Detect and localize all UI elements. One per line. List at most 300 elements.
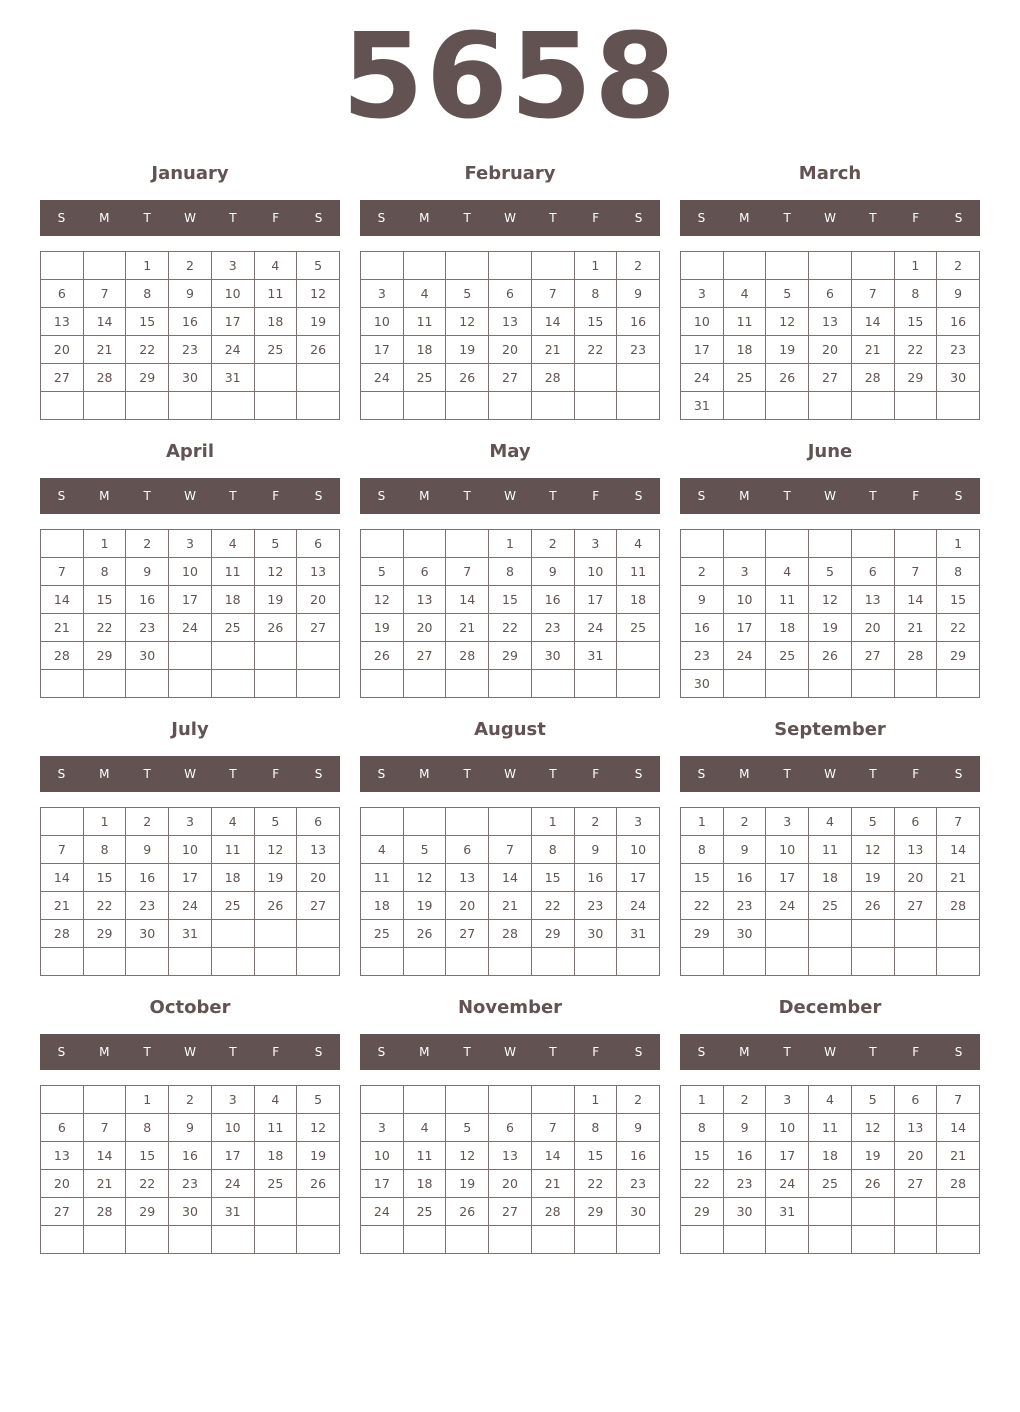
day-cell: 22 <box>83 892 126 920</box>
week-row <box>41 364 340 392</box>
day-cell: 19 <box>766 336 809 364</box>
day-cell: 4 <box>254 1086 297 1114</box>
weekday-label: S <box>314 767 323 781</box>
weekday-label: W <box>184 489 196 503</box>
weekday-label: F <box>912 1045 920 1059</box>
week-row <box>41 642 340 670</box>
weekday-label: M <box>99 1045 110 1059</box>
weekday-label: S <box>377 767 386 781</box>
day-cell: 6 <box>894 808 937 836</box>
empty-day-cell <box>169 392 212 420</box>
week-row <box>41 336 340 364</box>
day-grid <box>680 1085 980 1254</box>
empty-day-cell <box>531 670 574 698</box>
weekday-header <box>40 756 340 792</box>
day-cell: 30 <box>169 1198 212 1226</box>
day-cell: 8 <box>126 280 169 308</box>
week-row <box>41 1170 340 1198</box>
empty-day-cell <box>126 670 169 698</box>
day-cell: 8 <box>894 280 937 308</box>
day-cell: 2 <box>617 1086 660 1114</box>
day-cell: 3 <box>766 808 809 836</box>
day-cell: 17 <box>766 1142 809 1170</box>
day-cell: 29 <box>489 642 532 670</box>
month-name: September <box>774 719 886 740</box>
day-cell: 17 <box>681 336 724 364</box>
day-cell: 26 <box>403 920 446 948</box>
day-cell: 29 <box>937 642 980 670</box>
day-cell: 14 <box>489 864 532 892</box>
empty-day-cell <box>83 948 126 976</box>
day-cell: 25 <box>254 1170 297 1198</box>
day-cell: 28 <box>937 1170 980 1198</box>
weekday-label: T <box>869 211 877 225</box>
empty-day-cell <box>403 392 446 420</box>
day-cell: 19 <box>851 1142 894 1170</box>
day-cell: 4 <box>211 808 254 836</box>
weekday-header <box>360 756 660 792</box>
weekday-label: W <box>504 489 516 503</box>
day-cell: 25 <box>617 614 660 642</box>
empty-day-cell <box>446 392 489 420</box>
day-cell: 8 <box>681 1114 724 1142</box>
day-cell: 23 <box>169 1170 212 1198</box>
day-cell: 31 <box>681 392 724 420</box>
day-cell: 19 <box>297 308 340 336</box>
day-cell: 24 <box>169 614 212 642</box>
weekday-label: T <box>549 211 557 225</box>
day-cell: 26 <box>361 642 404 670</box>
weekday-label: F <box>592 489 600 503</box>
day-cell: 12 <box>851 836 894 864</box>
day-cell: 22 <box>574 336 617 364</box>
day-cell: 15 <box>937 586 980 614</box>
day-cell: 14 <box>41 586 84 614</box>
week-row <box>41 558 340 586</box>
day-cell: 25 <box>361 920 404 948</box>
day-cell: 26 <box>446 364 489 392</box>
day-cell: 1 <box>531 808 574 836</box>
empty-day-cell <box>809 252 852 280</box>
day-cell: 15 <box>681 1142 724 1170</box>
day-cell: 10 <box>766 1114 809 1142</box>
week-row <box>41 392 340 420</box>
day-cell: 12 <box>851 1114 894 1142</box>
empty-day-cell <box>681 948 724 976</box>
weekday-label: S <box>377 211 386 225</box>
day-cell: 18 <box>361 892 404 920</box>
day-cell: 21 <box>489 892 532 920</box>
empty-day-cell <box>361 530 404 558</box>
empty-day-cell <box>446 1086 489 1114</box>
day-cell: 29 <box>126 364 169 392</box>
day-cell: 22 <box>937 614 980 642</box>
weekday-label: T <box>229 211 237 225</box>
week-row <box>361 948 660 976</box>
empty-day-cell <box>574 392 617 420</box>
day-cell: 31 <box>169 920 212 948</box>
day-cell: 19 <box>851 864 894 892</box>
day-cell: 2 <box>937 252 980 280</box>
week-row <box>361 1114 660 1142</box>
day-cell: 15 <box>126 308 169 336</box>
weekday-header <box>680 200 980 236</box>
weekday-label: F <box>272 1045 280 1059</box>
day-cell: 20 <box>41 336 84 364</box>
weekday-header <box>360 478 660 514</box>
empty-day-cell <box>361 808 404 836</box>
week-row <box>681 1226 980 1254</box>
day-cell: 24 <box>766 892 809 920</box>
empty-day-cell <box>681 530 724 558</box>
empty-day-cell <box>809 1198 852 1226</box>
day-cell: 13 <box>41 308 84 336</box>
empty-day-cell <box>169 948 212 976</box>
day-cell: 12 <box>254 558 297 586</box>
day-cell: 20 <box>809 336 852 364</box>
day-cell: 24 <box>723 642 766 670</box>
day-cell: 11 <box>809 1114 852 1142</box>
weekday-label: F <box>912 489 920 503</box>
empty-day-cell <box>894 1198 937 1226</box>
empty-day-cell <box>254 642 297 670</box>
day-cell: 15 <box>126 1142 169 1170</box>
empty-day-cell <box>361 1226 404 1254</box>
week-row <box>681 558 980 586</box>
day-cell: 26 <box>297 1170 340 1198</box>
week-row <box>681 1170 980 1198</box>
week-row <box>41 864 340 892</box>
weekday-label: S <box>954 767 963 781</box>
day-cell: 7 <box>83 1114 126 1142</box>
day-cell: 13 <box>297 558 340 586</box>
empty-day-cell <box>211 392 254 420</box>
day-cell: 2 <box>617 252 660 280</box>
day-cell: 9 <box>937 280 980 308</box>
day-cell: 27 <box>894 892 937 920</box>
empty-day-cell <box>446 670 489 698</box>
empty-day-cell <box>574 948 617 976</box>
weekday-label: T <box>783 489 791 503</box>
weekday-label: M <box>419 211 430 225</box>
day-cell: 18 <box>211 586 254 614</box>
day-cell: 16 <box>574 864 617 892</box>
day-cell: 28 <box>83 364 126 392</box>
empty-day-cell <box>617 364 660 392</box>
day-cell: 22 <box>126 1170 169 1198</box>
day-cell: 26 <box>851 892 894 920</box>
empty-day-cell <box>489 948 532 976</box>
day-cell: 7 <box>489 836 532 864</box>
day-cell: 10 <box>361 308 404 336</box>
empty-day-cell <box>297 920 340 948</box>
month-january <box>40 159 340 423</box>
day-cell: 7 <box>446 558 489 586</box>
day-cell: 16 <box>169 1142 212 1170</box>
empty-day-cell <box>41 808 84 836</box>
weekday-header <box>680 478 980 514</box>
day-cell: 25 <box>809 892 852 920</box>
day-cell: 15 <box>531 864 574 892</box>
day-cell: 26 <box>254 892 297 920</box>
weekday-label: T <box>229 489 237 503</box>
weekday-label: T <box>143 211 151 225</box>
empty-day-cell <box>41 1226 84 1254</box>
day-cell: 23 <box>126 614 169 642</box>
day-cell: 28 <box>489 920 532 948</box>
day-cell: 12 <box>766 308 809 336</box>
day-cell: 5 <box>297 1086 340 1114</box>
weekday-label: W <box>184 211 196 225</box>
day-cell: 28 <box>41 920 84 948</box>
week-row <box>681 1142 980 1170</box>
day-cell: 16 <box>723 864 766 892</box>
day-cell: 6 <box>403 558 446 586</box>
empty-day-cell <box>254 392 297 420</box>
month-name: April <box>165 441 215 462</box>
day-cell: 19 <box>254 864 297 892</box>
empty-day-cell <box>937 392 980 420</box>
day-cell: 30 <box>723 920 766 948</box>
day-cell: 6 <box>809 280 852 308</box>
day-cell: 29 <box>83 642 126 670</box>
day-cell: 29 <box>681 920 724 948</box>
day-cell: 11 <box>617 558 660 586</box>
day-cell: 30 <box>617 1198 660 1226</box>
day-cell: 31 <box>617 920 660 948</box>
day-cell: 1 <box>126 1086 169 1114</box>
day-cell: 21 <box>894 614 937 642</box>
week-row <box>681 920 980 948</box>
empty-day-cell <box>851 920 894 948</box>
day-cell: 1 <box>894 252 937 280</box>
empty-day-cell <box>894 1226 937 1254</box>
day-cell: 12 <box>403 864 446 892</box>
week-row <box>361 836 660 864</box>
day-cell: 27 <box>41 1198 84 1226</box>
day-cell: 28 <box>894 642 937 670</box>
day-cell: 19 <box>403 892 446 920</box>
day-cell: 7 <box>41 558 84 586</box>
day-cell: 18 <box>766 614 809 642</box>
empty-day-cell <box>766 1226 809 1254</box>
day-cell: 15 <box>83 586 126 614</box>
day-cell: 20 <box>894 1142 937 1170</box>
empty-day-cell <box>489 392 532 420</box>
empty-day-cell <box>489 1086 532 1114</box>
day-cell: 6 <box>851 558 894 586</box>
week-row <box>41 892 340 920</box>
day-cell: 18 <box>809 864 852 892</box>
day-cell: 8 <box>681 836 724 864</box>
day-cell: 3 <box>361 1114 404 1142</box>
day-cell: 7 <box>531 1114 574 1142</box>
day-cell: 27 <box>489 1198 532 1226</box>
empty-day-cell <box>254 1198 297 1226</box>
weekday-label: T <box>549 489 557 503</box>
week-row <box>41 670 340 698</box>
day-cell: 5 <box>297 252 340 280</box>
day-cell: 12 <box>361 586 404 614</box>
week-row <box>681 892 980 920</box>
week-row <box>361 1198 660 1226</box>
day-cell: 11 <box>211 836 254 864</box>
day-cell: 24 <box>681 364 724 392</box>
day-cell: 30 <box>574 920 617 948</box>
day-cell: 10 <box>617 836 660 864</box>
day-cell: 31 <box>574 642 617 670</box>
day-cell: 16 <box>531 586 574 614</box>
month-february <box>360 159 660 423</box>
weekday-label: F <box>272 211 280 225</box>
day-cell: 17 <box>574 586 617 614</box>
day-cell: 29 <box>531 920 574 948</box>
month-november <box>360 993 660 1257</box>
day-cell: 12 <box>446 1142 489 1170</box>
empty-day-cell <box>403 252 446 280</box>
day-cell: 7 <box>41 836 84 864</box>
day-cell: 4 <box>766 558 809 586</box>
weekday-label: W <box>504 767 516 781</box>
weekday-label: T <box>869 767 877 781</box>
day-cell: 25 <box>211 892 254 920</box>
day-cell: 17 <box>211 1142 254 1170</box>
day-cell: 4 <box>211 530 254 558</box>
day-cell: 30 <box>681 670 724 698</box>
empty-day-cell <box>254 364 297 392</box>
weekday-label: W <box>504 1045 516 1059</box>
day-cell: 4 <box>617 530 660 558</box>
day-cell: 27 <box>41 364 84 392</box>
day-cell: 20 <box>446 892 489 920</box>
weekday-label: S <box>377 489 386 503</box>
week-row <box>681 670 980 698</box>
empty-day-cell <box>894 948 937 976</box>
day-cell: 14 <box>851 308 894 336</box>
week-row <box>41 586 340 614</box>
day-cell: 24 <box>211 336 254 364</box>
day-cell: 1 <box>937 530 980 558</box>
week-row <box>41 1086 340 1114</box>
weekday-label: T <box>463 1045 471 1059</box>
day-cell: 27 <box>894 1170 937 1198</box>
weekday-header <box>360 200 660 236</box>
weekday-label: S <box>954 1045 963 1059</box>
empty-day-cell <box>723 1226 766 1254</box>
weekday-label: M <box>99 211 110 225</box>
week-row <box>41 530 340 558</box>
empty-day-cell <box>361 670 404 698</box>
day-cell: 17 <box>361 1170 404 1198</box>
day-cell: 25 <box>766 642 809 670</box>
day-cell: 13 <box>894 836 937 864</box>
day-cell: 3 <box>574 530 617 558</box>
empty-day-cell <box>254 948 297 976</box>
day-cell: 6 <box>41 1114 84 1142</box>
empty-day-cell <box>851 392 894 420</box>
empty-day-cell <box>169 1226 212 1254</box>
day-cell: 9 <box>681 586 724 614</box>
empty-day-cell <box>809 530 852 558</box>
day-cell: 20 <box>489 1170 532 1198</box>
week-row <box>361 280 660 308</box>
weekday-label: T <box>869 1045 877 1059</box>
week-row <box>41 280 340 308</box>
empty-day-cell <box>254 670 297 698</box>
day-cell: 17 <box>617 864 660 892</box>
week-row <box>41 1142 340 1170</box>
week-row <box>681 808 980 836</box>
day-cell: 22 <box>531 892 574 920</box>
empty-day-cell <box>169 642 212 670</box>
empty-day-cell <box>211 670 254 698</box>
day-cell: 14 <box>937 1114 980 1142</box>
day-cell: 25 <box>211 614 254 642</box>
day-cell: 4 <box>254 252 297 280</box>
weekday-label: S <box>697 489 706 503</box>
day-cell: 5 <box>446 280 489 308</box>
empty-day-cell <box>41 252 84 280</box>
weekday-label: F <box>912 211 920 225</box>
weekday-label: S <box>57 489 66 503</box>
day-cell: 16 <box>723 1142 766 1170</box>
day-cell: 11 <box>254 280 297 308</box>
empty-day-cell <box>809 670 852 698</box>
weekday-label: M <box>739 767 750 781</box>
empty-day-cell <box>937 920 980 948</box>
day-cell: 3 <box>723 558 766 586</box>
weekday-label: T <box>783 1045 791 1059</box>
week-row <box>361 642 660 670</box>
day-cell: 2 <box>169 252 212 280</box>
week-row <box>681 336 980 364</box>
day-cell: 19 <box>446 336 489 364</box>
day-cell: 11 <box>403 308 446 336</box>
month-december <box>680 993 980 1257</box>
empty-day-cell <box>723 670 766 698</box>
week-row <box>681 530 980 558</box>
week-row <box>681 1198 980 1226</box>
weekday-label: M <box>419 767 430 781</box>
day-cell: 4 <box>723 280 766 308</box>
empty-day-cell <box>574 1226 617 1254</box>
week-row <box>681 948 980 976</box>
day-cell: 14 <box>937 836 980 864</box>
day-cell: 5 <box>403 836 446 864</box>
day-cell: 21 <box>446 614 489 642</box>
empty-day-cell <box>83 392 126 420</box>
empty-day-cell <box>361 948 404 976</box>
day-cell: 24 <box>211 1170 254 1198</box>
empty-day-cell <box>403 948 446 976</box>
day-cell: 19 <box>809 614 852 642</box>
empty-day-cell <box>211 920 254 948</box>
empty-day-cell <box>851 530 894 558</box>
day-cell: 4 <box>403 1114 446 1142</box>
month-name: July <box>171 719 209 740</box>
day-cell: 19 <box>254 586 297 614</box>
weekday-label: T <box>143 1045 151 1059</box>
week-row <box>681 614 980 642</box>
weekday-label: S <box>697 767 706 781</box>
empty-day-cell <box>894 920 937 948</box>
day-cell: 2 <box>574 808 617 836</box>
day-cell: 22 <box>83 614 126 642</box>
weekday-label: T <box>143 489 151 503</box>
day-cell: 23 <box>169 336 212 364</box>
day-cell: 31 <box>211 1198 254 1226</box>
day-cell: 18 <box>617 586 660 614</box>
